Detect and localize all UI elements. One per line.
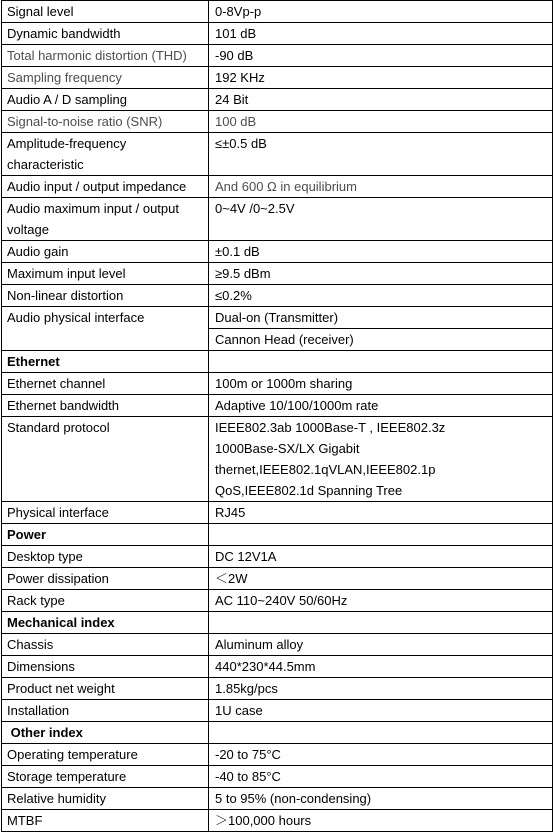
spec-value: -90 dB	[209, 45, 553, 67]
table-row	[2, 417, 553, 502]
table-row	[2, 23, 553, 45]
spec-value: ≥9.5 dBm	[209, 263, 553, 285]
spec-value: 24 Bit	[209, 89, 553, 111]
spec-label: Ethernet bandwidth	[2, 395, 209, 417]
spec-label: Audio gain	[2, 241, 209, 263]
table-row	[2, 766, 553, 788]
table-row	[2, 546, 553, 568]
spec-label: Standard protocol	[2, 417, 209, 502]
spec-label: Audio A / D sampling	[2, 89, 209, 111]
section-heading: Power	[2, 524, 209, 546]
section-heading: Other index	[2, 722, 209, 744]
spec-label: Maximum input level	[2, 263, 209, 285]
spec-value: 0-8Vp-p	[209, 1, 553, 23]
spec-value: ±0.1 dB	[209, 241, 553, 263]
section-blank-cell	[209, 351, 553, 373]
spec-label: Ethernet channel	[2, 373, 209, 395]
spec-value: Adaptive 10/100/1000m rate	[209, 395, 553, 417]
spec-value: Cannon Head (receiver)	[209, 329, 553, 351]
spec-label: Desktop type	[2, 546, 209, 568]
table-row	[2, 241, 553, 263]
spec-value-line: QoS,IEEE802.1d Spanning Tree	[215, 483, 403, 498]
spec-value-text: 192 KHz	[215, 70, 265, 85]
spec-value: ≤±0.5 dB	[209, 133, 553, 176]
spec-value: 101 dB	[209, 23, 553, 45]
spec-table	[1, 0, 553, 832]
table-row	[2, 111, 553, 133]
table-row	[2, 788, 553, 810]
section-row	[2, 351, 553, 373]
table-row	[2, 502, 553, 524]
spec-label: Signal level	[2, 1, 209, 23]
spec-value-line: 1000Base-SX/LX Gigabit	[215, 441, 360, 456]
table-row	[2, 1, 553, 23]
spec-label: MTBF	[2, 810, 209, 832]
spec-label: Installation	[2, 700, 209, 722]
spec-value: 1.85kg/pcs	[209, 678, 553, 700]
spec-value: Dual-on (Transmitter)	[209, 307, 553, 329]
spec-label: Relative humidity	[2, 788, 209, 810]
table-row	[2, 678, 553, 700]
spec-label: Signal-to-noise ratio (SNR)	[2, 111, 209, 133]
spec-value: 1U case	[209, 700, 553, 722]
table-row	[2, 373, 553, 395]
table-row	[2, 395, 553, 417]
table-row	[2, 176, 553, 198]
spec-label: Audio input / output impedance	[2, 176, 209, 198]
spec-value	[209, 417, 553, 502]
spec-label: Sampling frequency	[2, 67, 209, 89]
spec-label: Rack type	[2, 590, 209, 612]
spec-value: 0~4V /0~2.5V	[209, 198, 553, 241]
spec-label: Storage temperature	[2, 766, 209, 788]
table-row	[2, 590, 553, 612]
spec-label: Chassis	[2, 634, 209, 656]
spec-value: Aluminum alloy	[209, 634, 553, 656]
spec-value: RJ45	[209, 502, 553, 524]
table-row	[2, 744, 553, 766]
table-row	[2, 656, 553, 678]
spec-value: 100m or 1000m sharing	[209, 373, 553, 395]
spec-label: Operating temperature	[2, 744, 209, 766]
table-row	[2, 89, 553, 111]
spec-label: Power dissipation	[2, 568, 209, 590]
section-heading: Ethernet	[2, 351, 209, 373]
table-row	[2, 700, 553, 722]
spec-value: 5 to 95% (non-condensing)	[209, 788, 553, 810]
spec-value: ≤0.2%	[209, 285, 553, 307]
spec-value: 100 dB	[209, 111, 553, 133]
table-row	[2, 67, 553, 89]
spec-value: -40 to 85°C	[209, 766, 553, 788]
table-row	[2, 198, 553, 241]
spec-value: AC 110~240V 50/60Hz	[209, 590, 553, 612]
table-row	[2, 307, 553, 329]
spec-label: Physical interface	[2, 502, 209, 524]
spec-value: And 600 Ω in equilibrium	[209, 176, 553, 198]
section-heading: Mechanical index	[2, 612, 209, 634]
table-row	[2, 285, 553, 307]
spec-value: ＜2W	[209, 568, 553, 590]
spec-value: 440*230*44.5mm	[209, 656, 553, 678]
table-row	[2, 810, 553, 832]
spec-value-line: IEEE802.3ab 1000Base-T , IEEE802.3z	[215, 420, 446, 435]
spec-label: Audio physical interface	[2, 307, 209, 351]
spec-label: Dimensions	[2, 656, 209, 678]
table-row	[2, 133, 553, 176]
spec-label: Dynamic bandwidth	[2, 23, 209, 45]
section-row	[2, 524, 553, 546]
table-row	[2, 263, 553, 285]
spec-value: -20 to 75°C	[209, 744, 553, 766]
spec-value	[209, 67, 553, 89]
spec-label: Amplitude-frequency characteristic	[2, 133, 209, 176]
spec-value-line: thernet,IEEE802.1qVLAN,IEEE802.1p	[215, 462, 436, 477]
section-blank-cell	[209, 722, 553, 744]
spec-label: Non-linear distortion	[2, 285, 209, 307]
spec-label: Audio maximum input / output voltage	[2, 198, 209, 241]
section-blank-cell	[209, 612, 553, 634]
spec-label: Product net weight	[2, 678, 209, 700]
spec-value: DC 12V1A	[209, 546, 553, 568]
spec-value: ＞100,000 hours	[209, 810, 553, 832]
table-row	[2, 634, 553, 656]
spec-label: Total harmonic distortion (THD)	[2, 45, 209, 67]
section-blank-cell	[209, 524, 553, 546]
section-row	[2, 722, 553, 744]
table-row	[2, 568, 553, 590]
table-row	[2, 45, 553, 67]
section-row	[2, 612, 553, 634]
